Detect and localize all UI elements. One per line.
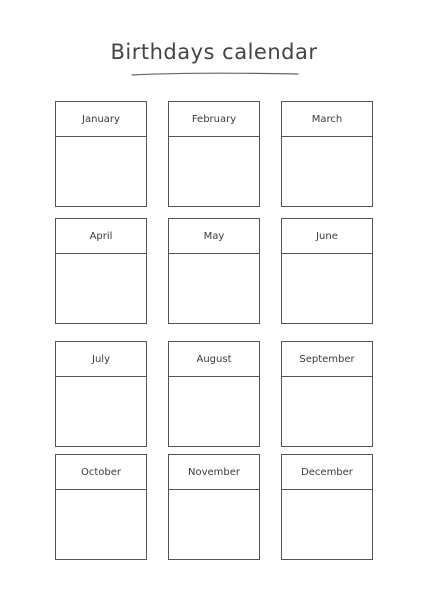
month-box-july [55,341,147,447]
month-box-october [55,454,147,560]
month-label: February [169,102,259,137]
month-box-june [281,218,373,324]
month-label: June [282,219,372,254]
month-box-september [281,341,373,447]
month-box-december [281,454,373,560]
month-label: May [169,219,259,254]
page-title: Birthdays calendar [110,40,318,64]
month-box-january [55,101,147,207]
month-label: September [282,342,372,377]
month-label: October [56,455,146,490]
month-label: April [56,219,146,254]
month-box-march [281,101,373,207]
title-underline [130,71,300,77]
month-label: March [282,102,372,137]
month-label: November [169,455,259,490]
month-box-may [168,218,260,324]
month-label: July [56,342,146,377]
month-label: August [169,342,259,377]
month-box-august [168,341,260,447]
month-label: January [56,102,146,137]
month-box-april [55,218,147,324]
month-box-november [168,454,260,560]
month-box-february [168,101,260,207]
month-label: December [282,455,372,490]
